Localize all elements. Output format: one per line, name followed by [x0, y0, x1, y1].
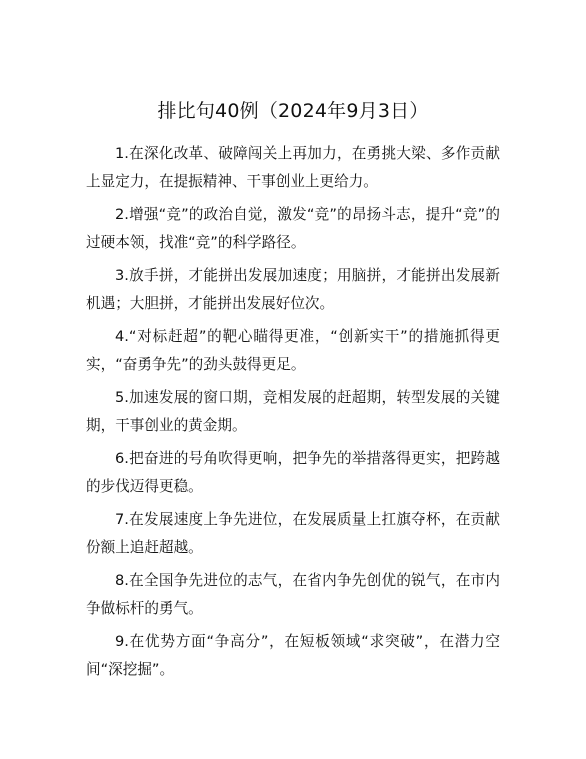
list-item: 9.在优势方面“争高分”，在短板领域“求突破”，在潜力空间“深挖掘”。 — [86, 633, 500, 678]
list-item: 8.在全国争先进位的志气，在省内争先创优的锐气，在市内争做标杆的勇气。 — [86, 572, 500, 617]
list-item: 4.“对标赶超”的靶心瞄得更准，“创新实干”的措施抓得更实，“奋勇争先”的劲头鼓得更足。 — [86, 328, 500, 373]
list-item: 6.把奋进的号角吹得更响，把争先的举措落得更实，把跨越的步伐迈得更稳。 — [86, 450, 500, 495]
list-item: 1.在深化改革、破障闯关上再加力，在勇挑大梁、多作贡献上显定力，在提振精神、干事创业上更给力。 — [86, 145, 500, 190]
list-item: 7.在发展速度上争先进位，在发展质量上扛旗夺杯，在贡献份额上追赶超越。 — [86, 511, 500, 556]
sentence-list — [86, 140, 500, 689]
list-item: 2.增强“竞”的政治自觉，激发“竞”的昂扬斗志，提升“竞”的过硬本领，找准“竞”的科学路径。 — [86, 206, 500, 251]
list-item: 3.放手拼，才能拼出发展加速度；用脑拼，才能拼出发展新机遇；大胆拼，才能拼出发展好位次。 — [86, 267, 500, 312]
list-item: 5.加速发展的窗口期，竞相发展的赶超期，转型发展的关键期，干事创业的黄金期。 — [86, 389, 500, 434]
document-title: 排比句40例（2024年9月3日） — [157, 100, 429, 122]
